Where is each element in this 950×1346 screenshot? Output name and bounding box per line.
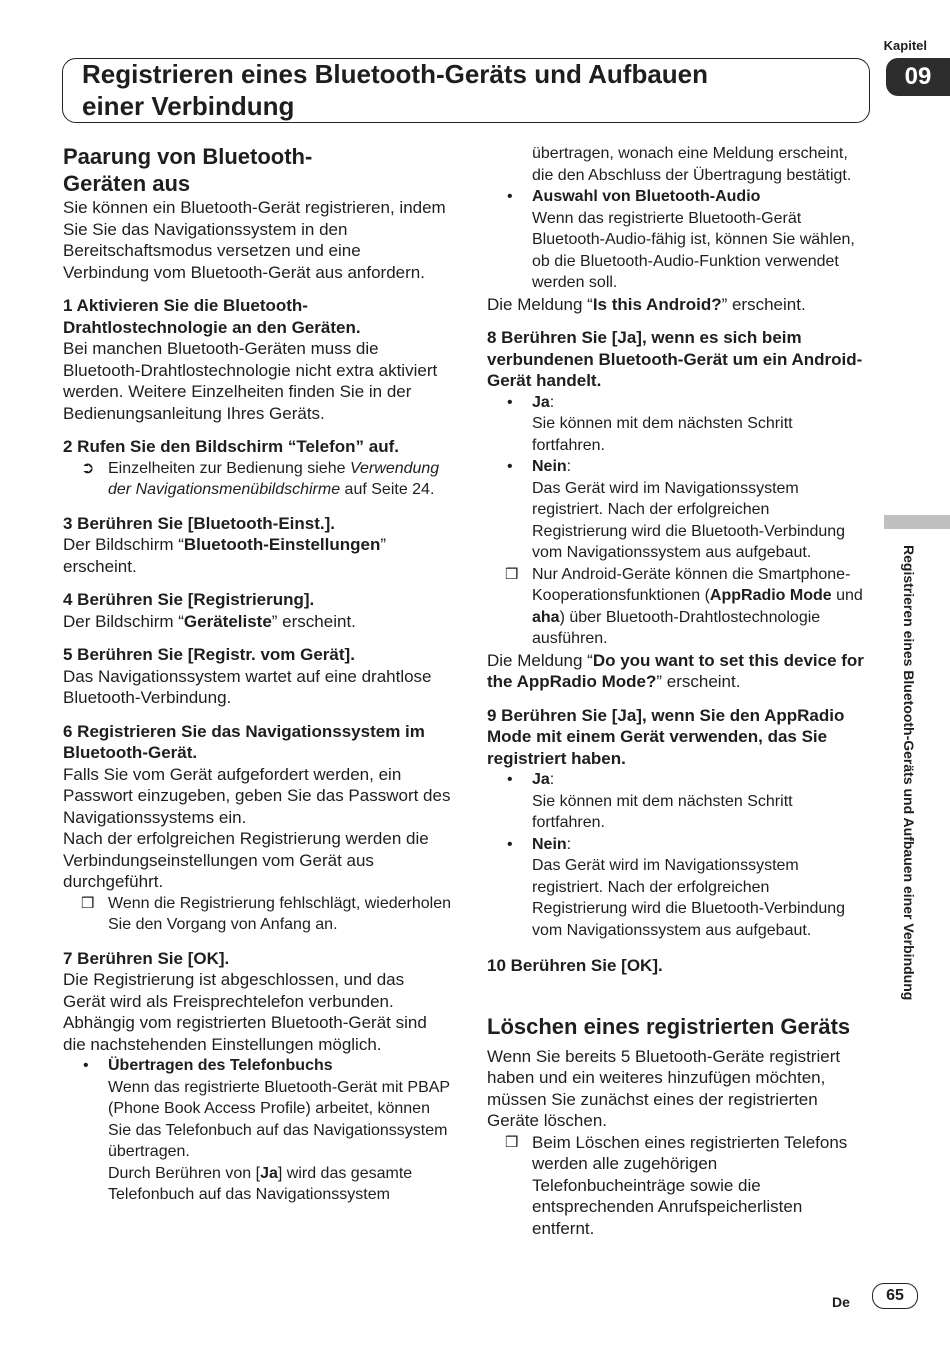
bullet-phonebook-body-2: Durch Berühren von [Ja] wird das gesamte Telefonbuch auf das Navigationssystem xyxy=(108,1164,413,1203)
bullet-phonebook-body-1: Wenn das registrierte Bluetooth-Gerät mit PBAP (Phone Book Access Profile) arbeitet, können Sie das Telefonbuch auf das Navigationssystem übertragen. xyxy=(108,1078,450,1160)
delete-body: Wenn Sie bereits 5 Bluetooth-Geräte registriert haben und ein weiteres hinzufügen möchten, müssen Sie zunächst eines der registrierten Geräte löschen. xyxy=(487,1046,841,1130)
delete-note: ❒ Beim Löschen eines registrierten Telefons werden alle zugehörigen Telefonbucheinträge sowie die entsprechenden Anrufspeicherlisten entfernt. xyxy=(505,1132,848,1238)
section-heading-pairing: Paarung von Bluetooth- Geräten aus xyxy=(63,144,313,196)
side-tab-marker xyxy=(884,515,950,529)
step-5-body: Das Navigationssystem wartet auf eine drahtlose Bluetooth-Verbindung. xyxy=(63,666,432,707)
bullet-icon: • xyxy=(507,393,513,411)
message-appradio: Die Meldung “Do you want to set this device for the AppRadio Mode?” erscheint. xyxy=(487,650,864,691)
bullet-phonebook-title: • Übertragen des Telefonbuchs xyxy=(63,1055,451,1077)
kapitel-label: Kapitel xyxy=(883,38,927,53)
bullet-icon: • xyxy=(507,458,513,475)
step-8-note: ❒ Nur Android-Geräte können die Smartphone-Kooperationsfunktionen (AppRadio Mode und aha) über Bluetooth-Drahtlostechnologie ausführen. xyxy=(505,565,863,647)
step-8-nein-body: Das Gerät wird im Navigationssystem registriert. Nach der erfolgreichen Registrierung wird die Bluetooth-Verbindung vom Navigationssystem aus aufgebaut. xyxy=(532,479,846,561)
page-number: 65 xyxy=(872,1283,918,1309)
right-column xyxy=(487,143,867,1239)
step-8-ja: • Ja: xyxy=(487,392,867,414)
step-1-title: 1 Aktivieren Sie die Bluetooth-Drahtlostechnologie an den Geräten. xyxy=(63,296,361,337)
step-4-title: 4 Berühren Sie [Registrierung]. xyxy=(63,590,315,609)
step-9-nein-body: Das Gerät wird im Navigationssystem registriert. Nach der erfolgreichen Registrierung wird die Bluetooth-Verbindung vom Navigationssystem aus aufgebaut. xyxy=(532,857,846,939)
intro-paragraph: Sie können ein Bluetooth-Gerät registrieren, indem Sie Sie das Navigationssystem in den Bereitschaftsmodus versetzen und eine Verbindung vom Bluetooth-Gerät aus anfordern. xyxy=(63,198,446,282)
message-android: Die Meldung “Is this Android?” erscheint. xyxy=(487,294,806,314)
step-5-title: 5 Berühren Sie [Registr. vom Gerät]. xyxy=(63,645,355,664)
arrow-icon: ➲ xyxy=(81,459,95,477)
cross-reference-link[interactable]: Verwendung der Navigationsmenübildschirme xyxy=(108,459,440,498)
language-label: De xyxy=(832,1294,850,1310)
side-running-title: Registrieren eines Bluetooth-Geräts und Aufbauen einer Verbindung xyxy=(901,545,917,1001)
section-heading-delete: Löschen eines registrierten Geräts xyxy=(487,1013,851,1039)
step-6-note: ❒ Wenn die Registrierung fehlschlägt, wiederholen Sie den Vorgang von Anfang an. xyxy=(81,894,452,933)
step-10-title: 10 Berühren Sie [OK]. xyxy=(487,956,663,975)
step-9-ja-body: Sie können mit dem nächsten Schritt fortfahren. xyxy=(532,792,793,831)
checkbox-note-icon: ❒ xyxy=(505,565,519,583)
checkbox-note-icon: ❒ xyxy=(505,1133,519,1151)
chapter-title: Registrieren eines Bluetooth-Geräts und Aufbauen einer Verbindung xyxy=(82,59,709,121)
step-2-reference: ➲ Einzelheiten zur Bedienung siehe Verwendung der Navigationsmenübildschirme auf Seite 24. xyxy=(81,459,440,498)
bullet-icon: • xyxy=(507,188,513,205)
left-column xyxy=(63,143,451,1206)
step-6-title: 6 Registrieren Sie das Navigationssystem im Bluetooth-Gerät. xyxy=(63,721,425,762)
step-3-title: 3 Berühren Sie [Bluetooth-Einst.]. xyxy=(63,513,336,533)
step-6-body-2: Nach der erfolgreichen Registrierung werden die Verbindungseinstellungen vom Gerät aus durchgeführt. xyxy=(63,829,429,891)
step-8-ja-body: Sie können mit dem nächsten Schritt fortfahren. xyxy=(532,415,793,454)
step-7-body: Die Registrierung ist abgeschlossen, und das Gerät wird als Freisprechtelefon verbunden. Abhängig vom registrierten Bluetooth-Gerät sind die nachstehenden Einstellungen möglich. xyxy=(63,970,427,1054)
bullet-audio-title: • Auswahl von Bluetooth-Audio xyxy=(487,186,867,208)
step-8-title: 8 Berühren Sie [Ja], wenn es sich beim verbundenen Bluetooth-Gerät um ein Android-Gerät handelt. xyxy=(487,328,863,390)
chapter-number-tab: 09 xyxy=(886,58,950,96)
step-4-body: Der Bildschirm “Geräteliste” erscheint. xyxy=(63,611,356,631)
step-9-ja: • Ja: xyxy=(487,769,867,791)
step-9-nein: • Nein: xyxy=(487,834,867,856)
bullet-icon: • xyxy=(507,835,513,853)
step-2-title: 2 Rufen Sie den Bildschirm “Telefon” auf. xyxy=(63,437,399,456)
bullet-icon: • xyxy=(507,771,513,788)
step-3-body: Der Bildschirm “Bluetooth-Einstellungen” erscheint. xyxy=(63,535,387,576)
step-9-title: 9 Berühren Sie [Ja], wenn Sie den AppRadio Mode mit einem Gerät verwenden, das Sie registriert haben. xyxy=(487,705,845,768)
checkbox-note-icon: ❒ xyxy=(81,894,95,912)
step-1-body: Bei manchen Bluetooth-Geräten muss die Bluetooth-Drahtlostechnologie nicht extra aktiviert werden. Weitere Einzelheiten finden Sie in der Bedienungsanleitung Ihres Geräts. xyxy=(63,339,438,423)
step-8-nein: • Nein: xyxy=(487,456,867,478)
transfer-continuation: übertragen, wonach eine Meldung erscheint, die den Abschluss der Übertragung bestätigt. xyxy=(532,145,852,184)
step-7-title: 7 Berühren Sie [OK]. xyxy=(63,948,230,968)
step-6-body-1: Falls Sie vom Gerät aufgefordert werden, ein Passwort einzugeben, geben Sie das Passwort des Navigationssystems ein. xyxy=(63,764,451,827)
bullet-icon: • xyxy=(83,1057,89,1074)
bullet-audio-body: Wenn das registrierte Bluetooth-Gerät Bluetooth-Audio-fähig ist, können Sie wählen, ob die Bluetooth-Audio-Funktion verwendet werden soll. xyxy=(532,209,855,291)
